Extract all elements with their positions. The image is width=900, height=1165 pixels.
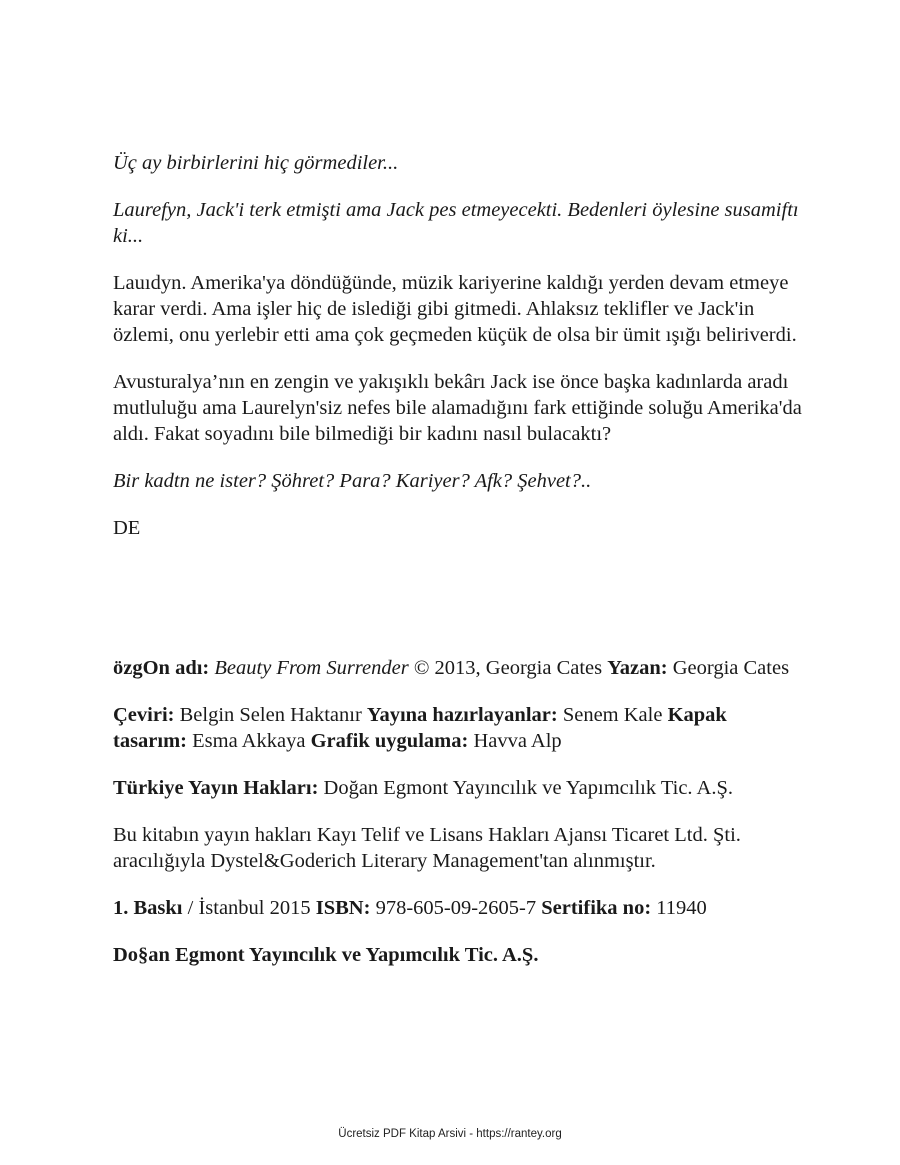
editors-label: Yayına hazırlayanlar: <box>366 704 558 726</box>
cover-label: Kapak tasarım: <box>113 704 727 752</box>
translation-value: Belgin Selen Haktanır <box>174 704 367 726</box>
document-page <box>113 150 803 989</box>
isbn-value: 978-605-09-2605-7 <box>370 897 542 919</box>
edition-label: 1. Baskı <box>113 897 183 919</box>
original-title: Beauty From Surrender <box>214 657 409 679</box>
publisher-name: Do§an Egmont Yayıncılık ve Yapımcılık Tic. A.Ş. <box>113 944 539 966</box>
blurb-paragraph-2: Avusturalya’nın en zengin ve yakışıklı bekârı Jack ise önce başka kadınlarda aradı mutluluğu ama Laurelyn'siz nefes bile alamadığını fark ettiğinde soluğu Amerika'da aldı. Fakat soyadını bile bilmediği bir kadını nasıl bulacaktı? <box>113 371 802 445</box>
section-spacer <box>113 562 803 655</box>
translation-label: Çeviri: <box>113 704 175 726</box>
rights-line <box>113 775 803 801</box>
editors-value: Senem Kale <box>557 704 668 726</box>
certificate-value: 11940 <box>651 897 707 919</box>
isbn-label: ISBN: <box>315 897 371 919</box>
edition-value: / İstanbul 2015 <box>182 897 316 919</box>
certificate-label: Sertifika no: <box>541 897 652 919</box>
blurb-paragraph-1: Lauıdyn. Amerika'ya döndüğünde, müzik kariyerine kaldığı yerden devam etmeye karar verdi. Ama işler hiç de islediği gibi gitmedi. Ahlaksız teklifler ve Jack'in özlemi, onu yerlebir etti ama çok geçmeden küçük de olsa bir ümit ışığı beliriverdi. <box>113 272 797 346</box>
page-footer: Ücretsiz PDF Kitap Arsivi - https://rantey.org <box>338 1128 562 1140</box>
section-marker: DE <box>113 517 141 539</box>
author-value: Georgia Cates <box>667 657 790 679</box>
original-title-label: özgOn adı: <box>113 657 210 679</box>
edition-line <box>113 895 803 921</box>
rights-note: Bu kitabın yayın hakları Kayı Telif ve Lisans Hakları Ajansı Ticaret Ltd. Şti. aracılığıyla Dystel&Goderich Literary Management'tan alınmıştır. <box>113 824 741 872</box>
original-title-line <box>113 655 803 681</box>
copyright-info: © 2013, Georgia Cates <box>408 657 608 679</box>
graphic-label: Grafik uygulama: <box>310 730 469 752</box>
blurb-line-2: Laurefyn, Jack'i terk etmişti ama Jack pes etmeyecekti. Bedenleri öylesine susamiftı ki... <box>113 199 799 247</box>
blurb-line-3: Bir kadtn ne ister? Şöhret? Para? Kariyer? Afk? Şehvet?.. <box>113 470 592 492</box>
rights-value: Doğan Egmont Yayıncılık ve Yapımcılık Tic. A.Ş. <box>318 777 734 799</box>
rights-label: Türkiye Yayın Hakları: <box>113 777 319 799</box>
cover-value: Esma Akkaya <box>187 730 311 752</box>
staff-credits-line <box>113 702 803 754</box>
graphic-value: Havva Alp <box>468 730 562 752</box>
blurb-line-1: Üç ay birbirlerini hiç görmediler... <box>113 152 399 174</box>
author-label: Yazan: <box>607 657 668 679</box>
